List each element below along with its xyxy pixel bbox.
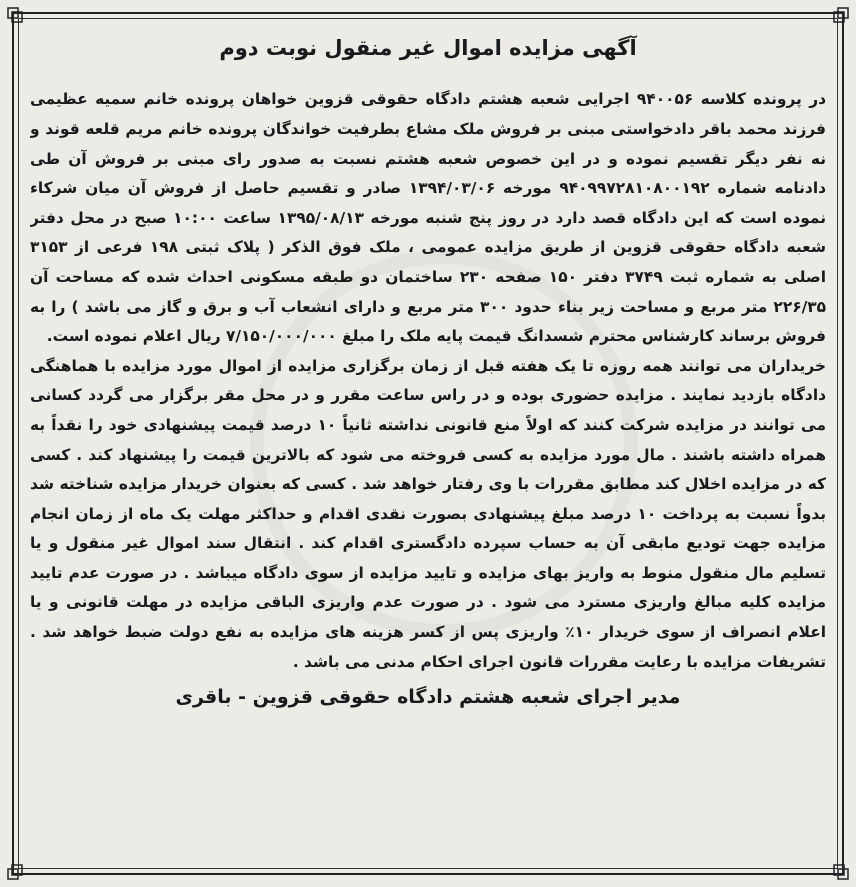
notice-paragraph-1: در پرونده کلاسه ۹۴۰۰۵۶ اجرایی شعبه هشتم دادگاه حقوقی قزوین خواهان پرونده خانم سمیه عظیمی فرزند محمد باقر دادخواستی مبنی بر فروش ملک مشاع بطرفیت خواندگان پرونده خانم مریم قلعه قوند و نه نفر دیگر تقسیم نموده و در این خصوص شعبه هشتم نسبت به صدور رای مبنی بر فروش آن طی دادنامه شماره ۹۴۰۹۹۷۲۸۱۰۸۰۰۱۹۲ مورخه ۱۳۹۴/۰۳/۰۶ صادر و تقسیم حاصل از فروش آن میان شرکاء نموده است که این دادگاه قصد دارد در روز پنج شنبه مورخه ۱۳۹۵/۰۸/۱۳ ساعت ۱۰:۰۰ صبح در محل دفتر شعبه دادگاه حقوقی قزوین از طریق مزایده عمومی ، ملک فوق الذکر ( پلاک ثبتی ۱۹۸ فرعی از ۳۱۵۳ اصلی به شماره ثبت ۳۷۴۹ دفتر ۱۵۰ صفحه ۲۳۰ ساختمان دو طبقه مسکونی احداث شده که مساحت آن ۲۲۶/۳۵ متر مربع و مساحت زیر بناء حدود ۳۰۰ متر مربع و دارای انشعاب آب و برق و گاز می باشد ) را به فروش برساند کارشناس محترم شسدانگ قیمت پایه ملک را مبلغ ۷/۱۵۰/۰۰۰/۰۰۰ ریال اعلام نموده است. (30, 90, 826, 346)
corner-ornament-icon (832, 6, 850, 24)
notice-title: آگهی مزایده اموال غیر منقول نوبت دوم (219, 36, 637, 60)
corner-ornament-icon (6, 6, 24, 24)
corner-ornament-icon (6, 863, 24, 881)
notice-body (30, 34, 826, 857)
corner-ornament-icon (832, 863, 850, 881)
notice-paragraph-2: خریداران می توانند همه روزه تا یک هفته قبل از زمان برگزاری مزایده از اموال مورد مزایده با هماهنگی دادگاه بازدید نمایند . مزایده حضوری بوده و در راس ساعت مقرر و در محل مقر برگزار می گردد کسانی می توانند در مزایده شرکت کنند که اولاً منع قانونی نداشته ثانیاً ۱۰ درصد قیمت پیشنهادی خود را نقداً به همراه داشته باشند . مال مورد مزایده به کسی فروخته می شود که بالاترین قیمت را پیشنهاد کند . کسی که در مزایده اخلال کند مطابق مقررات با وی رفتار خواهد شد . کسی که بعنوان خریدار مزایده شناخته شد بدواً نسبت به پرداخت ۱۰ درصد مبلغ پیشنهادی بصورت نقدی اقدام و حداکثر مهلت یک ماه از زمان انجام مزایده جهت تودیع مابقی آن به حساب سپرده دادگستری اقدام کند . انتقال سند اموال غیر منقول و یا تسلیم مال منقول منوط به واریز بهای مزایده و تایید مزایده از سوی دادگاه میباشد . در صورت عدم تایید مزایده کلیه مبالغ واریزی مسترد می شود . در صورت عدم واریزی الباقی مزایده در مهلت قانونی و یا اعلام انصراف از سوی خریدار ۱۰٪ واریزی پس از کسر هزینه های مزایده به نفع دولت ضبط خواهد شد . تشریفات مزایده با رعایت مقررات قانون اجرای احکام مدنی می باشد . (30, 356, 826, 671)
notice-signature: مدیر اجرای شعبه هشتم دادگاه حقوقی قزوین - باقری (175, 686, 681, 709)
